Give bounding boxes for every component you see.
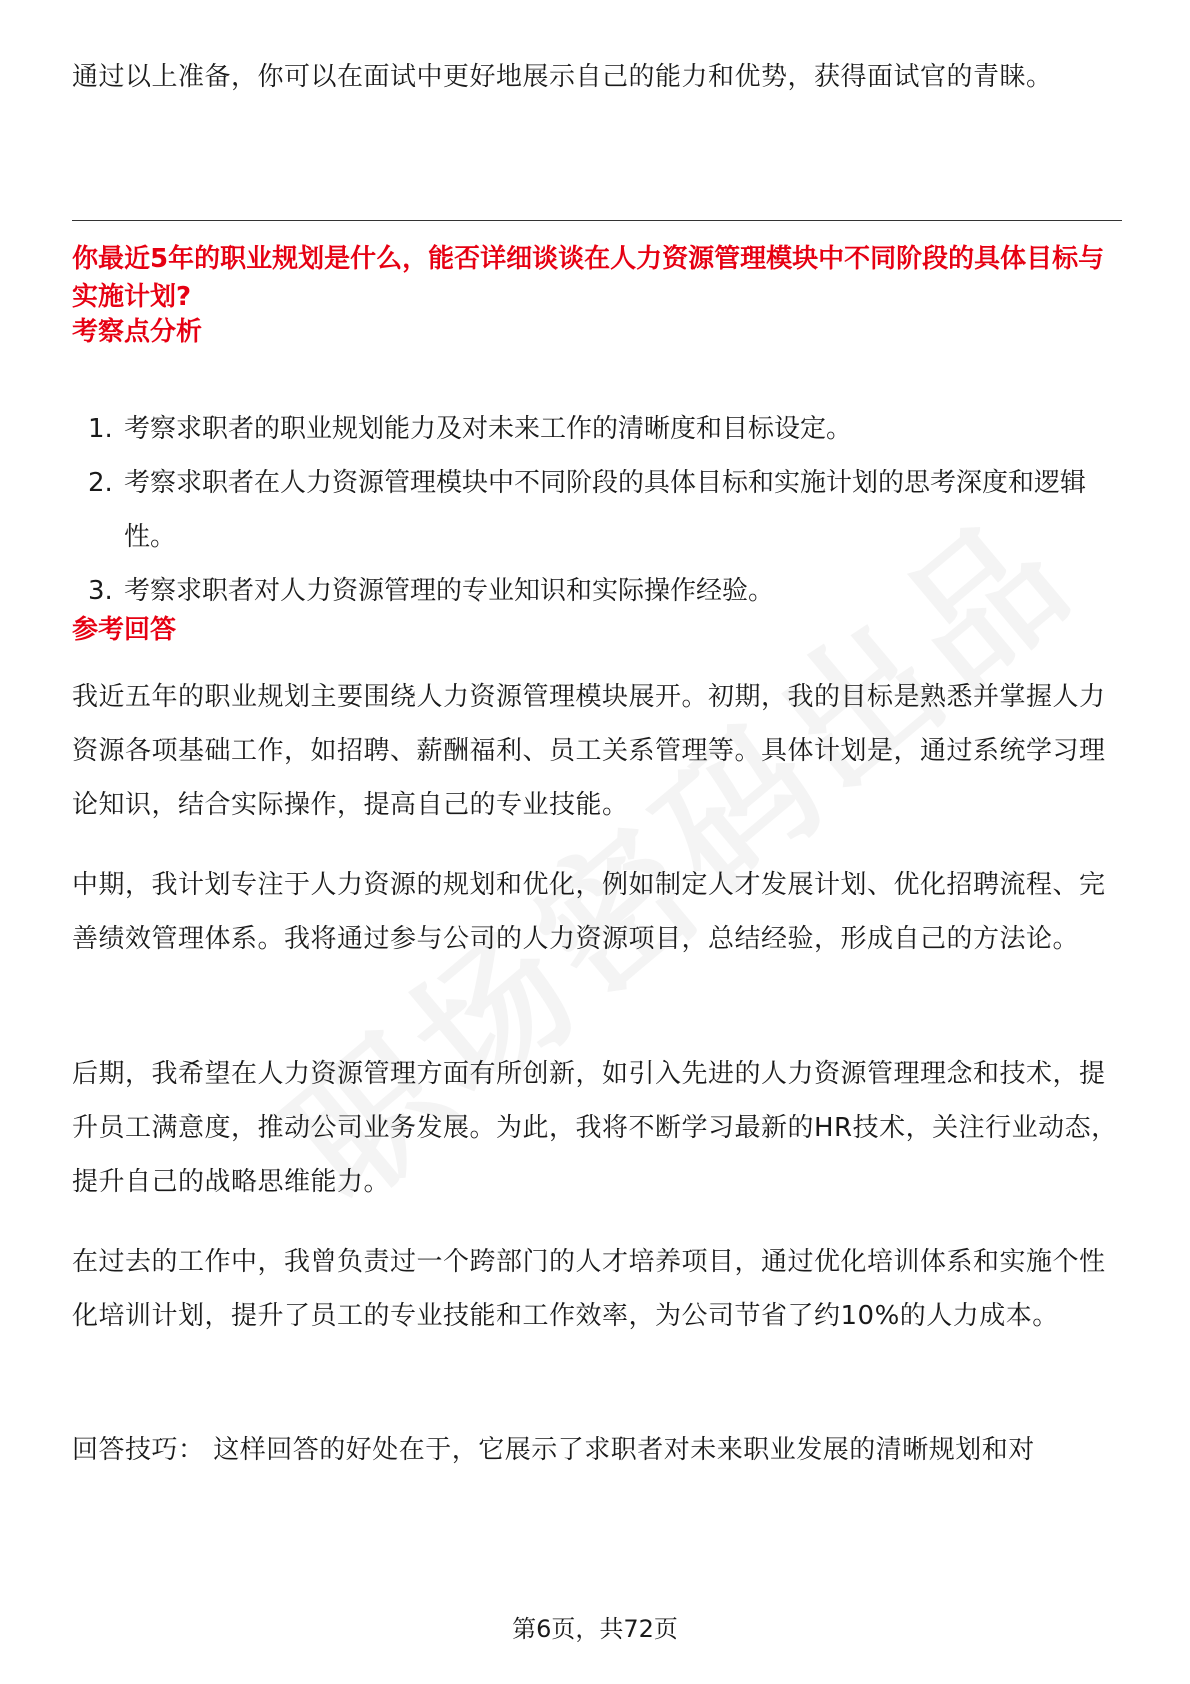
intro-paragraph: 通过以上准备，你可以在面试中更好地展示自己的能力和优势，获得面试官的青睐。 — [72, 62, 1053, 92]
list-item-number: 1. — [88, 414, 113, 444]
list-item-text: 考察求职者在人力资源管理模块中不同阶段的具体目标和实施计划的思考深度和逻辑性。 — [124, 468, 1087, 552]
answer-paragraph: 后期，我希望在人力资源管理方面有所创新，如引入先进的人力资源管理理念和技术，提升员工满意度，推动公司业务发展。为此，我将不断学习最新的HR技术，关注行业动态，提升自己的战略思维能力。 — [72, 1059, 1118, 1197]
section-divider — [72, 220, 1122, 221]
answer-tip-paragraph: 回答技巧： 这样回答的好处在于，它展示了求职者对未来职业发展的清晰规划和对 — [72, 1435, 1035, 1465]
answer-paragraph: 中期，我计划专注于人力资源的规划和优化，例如制定人才发展计划、优化招聘流程、完善绩效管理体系。我将通过参与公司的人力资源项目，总结经验，形成自己的方法论。 — [72, 870, 1106, 954]
analysis-title: 考察点分析 — [72, 317, 203, 347]
question-heading: 你最近5年的职业规划是什么，能否详细谈谈在人力资源管理模块中不同阶段的具体目标与实施计划? — [72, 244, 1105, 312]
list-item — [72, 402, 1122, 456]
list-item-text: 考察求职者的职业规划能力及对未来工作的清晰度和目标设定。 — [124, 414, 853, 444]
answer-paragraph: 在过去的工作中，我曾负责过一个跨部门的人才培养项目，通过优化培训体系和实施个性化培训计划，提升了员工的专业技能和工作效率，为公司节省了约10%的人力成本。 — [72, 1247, 1106, 1331]
answer-title: 参考回答 — [72, 615, 177, 645]
answer-paragraph: 我近五年的职业规划主要围绕人力资源管理模块展开。初期，我的目标是熟悉并掌握人力资源各项基础工作，如招聘、薪酬福利、员工关系管理等。具体计划是，通过系统学习理论知识，结合实际操作，提高自己的专业技能。 — [72, 682, 1106, 820]
list-item — [72, 456, 1122, 564]
list-item-text: 考察求职者对人力资源管理的专业知识和实际操作经验。 — [124, 576, 775, 606]
list-item-number: 3. — [88, 576, 113, 606]
analysis-list — [72, 402, 1122, 618]
page-number: 第6页，共72页 — [512, 1615, 678, 1643]
list-item — [72, 564, 1122, 618]
list-item-number: 2. — [88, 468, 113, 498]
